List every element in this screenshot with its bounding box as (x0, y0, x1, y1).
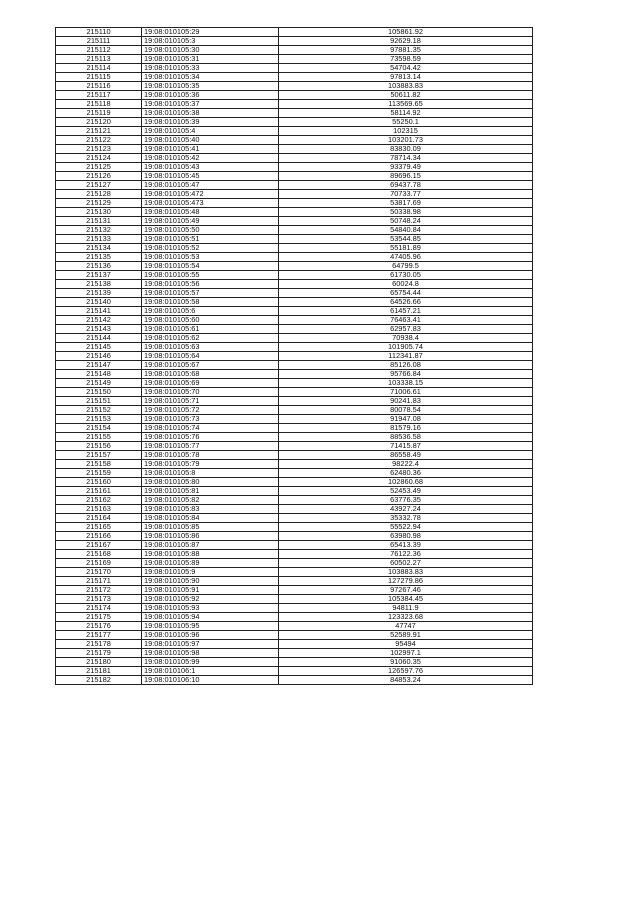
row-id-cell: 215156 (56, 442, 142, 451)
amount-cell: 85126.08 (279, 361, 533, 370)
cadastral-number-cell: 19:08:010105:31 (142, 55, 279, 64)
cadastral-number-cell: 19:08:010105:42 (142, 154, 279, 163)
cadastral-number-cell: 19:08:010105:85 (142, 523, 279, 532)
cadastral-number-cell: 19:08:010105:52 (142, 244, 279, 253)
table-row (56, 676, 533, 685)
cadastral-number-cell: 19:08:010105:33 (142, 64, 279, 73)
cadastral-number-cell: 19:08:010105:96 (142, 631, 279, 640)
row-id-cell: 215119 (56, 109, 142, 118)
table-row (56, 559, 533, 568)
table-row (56, 595, 533, 604)
cadastral-number-cell: 19:08:010105:73 (142, 415, 279, 424)
cadastral-number-cell: 19:08:010105:50 (142, 226, 279, 235)
cadastral-number-cell: 19:08:010105:70 (142, 388, 279, 397)
amount-cell: 53817.69 (279, 199, 533, 208)
amount-cell: 103201.73 (279, 136, 533, 145)
cadastral-number-cell: 19:08:010106:1 (142, 667, 279, 676)
row-id-cell: 215149 (56, 379, 142, 388)
row-id-cell: 215140 (56, 298, 142, 307)
cadastral-number-cell: 19:08:010105:45 (142, 172, 279, 181)
cadastral-number-cell: 19:08:010105:95 (142, 622, 279, 631)
row-id-cell: 215175 (56, 613, 142, 622)
amount-cell: 71415.87 (279, 442, 533, 451)
cadastral-number-cell: 19:08:010105:86 (142, 532, 279, 541)
row-id-cell: 215127 (56, 181, 142, 190)
amount-cell: 95766.84 (279, 370, 533, 379)
amount-cell: 102315 (279, 127, 533, 136)
amount-cell: 103883.83 (279, 568, 533, 577)
row-id-cell: 215155 (56, 433, 142, 442)
row-id-cell: 215164 (56, 514, 142, 523)
table-row (56, 307, 533, 316)
amount-cell: 55250.1 (279, 118, 533, 127)
table-row (56, 505, 533, 514)
row-id-cell: 215142 (56, 316, 142, 325)
amount-cell: 88536.58 (279, 433, 533, 442)
table-row (56, 334, 533, 343)
row-id-cell: 215113 (56, 55, 142, 64)
table-row (56, 163, 533, 172)
amount-cell: 61457.21 (279, 307, 533, 316)
table-row (56, 343, 533, 352)
table-row (56, 181, 533, 190)
table-row (56, 280, 533, 289)
row-id-cell: 215172 (56, 586, 142, 595)
amount-cell: 54704.42 (279, 64, 533, 73)
table-row (56, 460, 533, 469)
cadastral-number-cell: 19:08:010105:80 (142, 478, 279, 487)
row-id-cell: 215182 (56, 676, 142, 685)
amount-cell: 50338.98 (279, 208, 533, 217)
amount-cell: 97881.35 (279, 46, 533, 55)
amount-cell: 83830.09 (279, 145, 533, 154)
cadastral-number-cell: 19:08:010105:30 (142, 46, 279, 55)
table-row (56, 640, 533, 649)
cadastral-number-cell: 19:08:010105:98 (142, 649, 279, 658)
table-row (56, 145, 533, 154)
cadastral-number-cell: 19:08:010105:47 (142, 181, 279, 190)
table-row (56, 217, 533, 226)
table-row (56, 100, 533, 109)
amount-cell: 97267.46 (279, 586, 533, 595)
row-id-cell: 215124 (56, 154, 142, 163)
amount-cell: 52453.49 (279, 487, 533, 496)
table-row (56, 244, 533, 253)
amount-cell: 93379.49 (279, 163, 533, 172)
row-id-cell: 215162 (56, 496, 142, 505)
row-id-cell: 215120 (56, 118, 142, 127)
table-row (56, 118, 533, 127)
amount-cell: 62957.83 (279, 325, 533, 334)
cadastral-number-cell: 19:08:010105:99 (142, 658, 279, 667)
table-row (56, 370, 533, 379)
amount-cell: 65413.39 (279, 541, 533, 550)
cadastral-number-cell: 19:08:010105:8 (142, 469, 279, 478)
cadastral-number-cell: 19:08:010105:49 (142, 217, 279, 226)
cadastral-number-cell: 19:08:010105:34 (142, 73, 279, 82)
row-id-cell: 215148 (56, 370, 142, 379)
cadastral-number-cell: 19:08:010105:39 (142, 118, 279, 127)
row-id-cell: 215174 (56, 604, 142, 613)
cadastral-number-cell: 19:08:010105:54 (142, 262, 279, 271)
table-row (56, 316, 533, 325)
table-row (56, 91, 533, 100)
cadastral-number-cell: 19:08:010105:37 (142, 100, 279, 109)
cadastral-number-cell: 19:08:010105:38 (142, 109, 279, 118)
amount-cell: 35332.78 (279, 514, 533, 523)
table-row (56, 577, 533, 586)
cadastral-number-cell: 19:08:010105:71 (142, 397, 279, 406)
row-id-cell: 215114 (56, 64, 142, 73)
amount-cell: 50611.82 (279, 91, 533, 100)
cadastral-number-cell: 19:08:010105:56 (142, 280, 279, 289)
amount-cell: 73598.59 (279, 55, 533, 64)
amount-cell: 81579.16 (279, 424, 533, 433)
amount-cell: 54840.84 (279, 226, 533, 235)
table-row (56, 379, 533, 388)
row-id-cell: 215123 (56, 145, 142, 154)
cadastral-number-cell: 19:08:010105:6 (142, 307, 279, 316)
amount-cell: 89696.15 (279, 172, 533, 181)
table-row (56, 37, 533, 46)
amount-cell: 64526.66 (279, 298, 533, 307)
cadastral-number-cell: 19:08:010105:57 (142, 289, 279, 298)
amount-cell: 95494 (279, 640, 533, 649)
row-id-cell: 215137 (56, 271, 142, 280)
table-row (56, 190, 533, 199)
row-id-cell: 215145 (56, 343, 142, 352)
cadastral-number-cell: 19:08:010105:89 (142, 559, 279, 568)
row-id-cell: 215153 (56, 415, 142, 424)
amount-cell: 71006.61 (279, 388, 533, 397)
amount-cell: 78714.34 (279, 154, 533, 163)
amount-cell: 47747 (279, 622, 533, 631)
row-id-cell: 215176 (56, 622, 142, 631)
table-row (56, 226, 533, 235)
amount-cell: 55181.89 (279, 244, 533, 253)
table-row (56, 622, 533, 631)
amount-cell: 61730.05 (279, 271, 533, 280)
table-row (56, 262, 533, 271)
amount-cell: 127279.86 (279, 577, 533, 586)
cadastral-number-cell: 19:08:010105:4 (142, 127, 279, 136)
cadastral-number-cell: 19:08:010105:53 (142, 253, 279, 262)
table-row (56, 127, 533, 136)
table-row (56, 424, 533, 433)
cadastral-number-cell: 19:08:010105:51 (142, 235, 279, 244)
row-id-cell: 215134 (56, 244, 142, 253)
cadastral-number-cell: 19:08:010105:91 (142, 586, 279, 595)
table-row (56, 442, 533, 451)
amount-cell: 58114.92 (279, 109, 533, 118)
row-id-cell: 215168 (56, 550, 142, 559)
amount-cell: 105861.92 (279, 28, 533, 37)
row-id-cell: 215158 (56, 460, 142, 469)
cadastral-number-cell: 19:08:010105:9 (142, 568, 279, 577)
row-id-cell: 215157 (56, 451, 142, 460)
amount-cell: 113569.65 (279, 100, 533, 109)
amount-cell: 63776.35 (279, 496, 533, 505)
row-id-cell: 215122 (56, 136, 142, 145)
table-row (56, 658, 533, 667)
row-id-cell: 215166 (56, 532, 142, 541)
table-row (56, 451, 533, 460)
cadastral-number-cell: 19:08:010105:88 (142, 550, 279, 559)
table-row (56, 478, 533, 487)
cadastral-number-cell: 19:08:010106:10 (142, 676, 279, 685)
table-row (56, 541, 533, 550)
table-row (56, 406, 533, 415)
amount-cell: 123323.68 (279, 613, 533, 622)
row-id-cell: 215181 (56, 667, 142, 676)
row-id-cell: 215144 (56, 334, 142, 343)
table-row (56, 415, 533, 424)
table-row (56, 361, 533, 370)
table-row (56, 73, 533, 82)
amount-cell: 101905.74 (279, 343, 533, 352)
amount-cell: 90241.83 (279, 397, 533, 406)
amount-cell: 70938.4 (279, 334, 533, 343)
table-row (56, 532, 533, 541)
table-row (56, 154, 533, 163)
table-row (56, 388, 533, 397)
row-id-cell: 215112 (56, 46, 142, 55)
row-id-cell: 215115 (56, 73, 142, 82)
table-row (56, 496, 533, 505)
cadastral-number-cell: 19:08:010105:36 (142, 91, 279, 100)
row-id-cell: 215129 (56, 199, 142, 208)
table-row (56, 208, 533, 217)
table-row (56, 667, 533, 676)
row-id-cell: 215128 (56, 190, 142, 199)
table-row (56, 586, 533, 595)
table-row (56, 631, 533, 640)
cadastral-number-cell: 19:08:010105:29 (142, 28, 279, 37)
table-row (56, 172, 533, 181)
table-row (56, 82, 533, 91)
table-row (56, 199, 533, 208)
amount-cell: 63980.98 (279, 532, 533, 541)
cadastral-number-cell: 19:08:010105:35 (142, 82, 279, 91)
table-row (56, 46, 533, 55)
amount-cell: 53544.85 (279, 235, 533, 244)
amount-cell: 69437.78 (279, 181, 533, 190)
cadastral-number-cell: 19:08:010105:472 (142, 190, 279, 199)
row-id-cell: 215178 (56, 640, 142, 649)
amount-cell: 102997.1 (279, 649, 533, 658)
table-row (56, 604, 533, 613)
amount-cell: 76463.41 (279, 316, 533, 325)
row-id-cell: 215170 (56, 568, 142, 577)
table-row (56, 55, 533, 64)
amount-cell: 47405.96 (279, 253, 533, 262)
cadastral-number-cell: 19:08:010105:82 (142, 496, 279, 505)
amount-cell: 103883.83 (279, 82, 533, 91)
table-row (56, 235, 533, 244)
table-row (56, 298, 533, 307)
table-row (56, 28, 533, 37)
cadastral-number-cell: 19:08:010105:40 (142, 136, 279, 145)
amount-cell: 92629.18 (279, 37, 533, 46)
cadastral-number-cell: 19:08:010105:3 (142, 37, 279, 46)
row-id-cell: 215154 (56, 424, 142, 433)
amount-cell: 52589.91 (279, 631, 533, 640)
cadastral-number-cell: 19:08:010105:87 (142, 541, 279, 550)
cadastral-number-cell: 19:08:010105:69 (142, 379, 279, 388)
cadastral-number-cell: 19:08:010105:79 (142, 460, 279, 469)
amount-cell: 80078.54 (279, 406, 533, 415)
amount-cell: 60024.8 (279, 280, 533, 289)
row-id-cell: 215133 (56, 235, 142, 244)
cadastral-number-cell: 19:08:010105:97 (142, 640, 279, 649)
row-id-cell: 215130 (56, 208, 142, 217)
amount-cell: 103338.15 (279, 379, 533, 388)
amount-cell: 70733.77 (279, 190, 533, 199)
cadastral-number-cell: 19:08:010105:74 (142, 424, 279, 433)
row-id-cell: 215146 (56, 352, 142, 361)
cadastral-number-cell: 19:08:010105:93 (142, 604, 279, 613)
row-id-cell: 215180 (56, 658, 142, 667)
row-id-cell: 215161 (56, 487, 142, 496)
cadastral-number-cell: 19:08:010105:58 (142, 298, 279, 307)
row-id-cell: 215111 (56, 37, 142, 46)
cadastral-number-cell: 19:08:010105:48 (142, 208, 279, 217)
cadastral-number-cell: 19:08:010105:94 (142, 613, 279, 622)
amount-cell: 43927.24 (279, 505, 533, 514)
table-row (56, 487, 533, 496)
amount-cell: 86558.49 (279, 451, 533, 460)
amount-cell: 91947.08 (279, 415, 533, 424)
table-row (56, 433, 533, 442)
table-row (56, 352, 533, 361)
amount-cell: 105384.45 (279, 595, 533, 604)
cadastral-number-cell: 19:08:010105:61 (142, 325, 279, 334)
amount-cell: 84853.24 (279, 676, 533, 685)
cadastral-number-cell: 19:08:010105:68 (142, 370, 279, 379)
table-row (56, 109, 533, 118)
data-table (55, 27, 533, 685)
row-id-cell: 215179 (56, 649, 142, 658)
row-id-cell: 215167 (56, 541, 142, 550)
amount-cell: 50748.24 (279, 217, 533, 226)
row-id-cell: 215131 (56, 217, 142, 226)
row-id-cell: 215125 (56, 163, 142, 172)
cadastral-number-cell: 19:08:010105:43 (142, 163, 279, 172)
cadastral-number-cell: 19:08:010105:63 (142, 343, 279, 352)
cadastral-number-cell: 19:08:010105:64 (142, 352, 279, 361)
row-id-cell: 215150 (56, 388, 142, 397)
table-row (56, 649, 533, 658)
amount-cell: 60502.27 (279, 559, 533, 568)
amount-cell: 55522.94 (279, 523, 533, 532)
cadastral-number-cell: 19:08:010105:72 (142, 406, 279, 415)
table-row (56, 469, 533, 478)
amount-cell: 91060.35 (279, 658, 533, 667)
amount-cell: 65754.44 (279, 289, 533, 298)
amount-cell: 112341.87 (279, 352, 533, 361)
cadastral-number-cell: 19:08:010105:62 (142, 334, 279, 343)
row-id-cell: 215160 (56, 478, 142, 487)
amount-cell: 98222.4 (279, 460, 533, 469)
table-row (56, 136, 533, 145)
amount-cell: 62480.36 (279, 469, 533, 478)
cadastral-number-cell: 19:08:010105:90 (142, 577, 279, 586)
row-id-cell: 215139 (56, 289, 142, 298)
row-id-cell: 215141 (56, 307, 142, 316)
row-id-cell: 215110 (56, 28, 142, 37)
row-id-cell: 215177 (56, 631, 142, 640)
row-id-cell: 215121 (56, 127, 142, 136)
cadastral-number-cell: 19:08:010105:67 (142, 361, 279, 370)
table-row (56, 271, 533, 280)
table-row (56, 514, 533, 523)
row-id-cell: 215152 (56, 406, 142, 415)
table-row (56, 613, 533, 622)
cadastral-number-cell: 19:08:010105:83 (142, 505, 279, 514)
row-id-cell: 215132 (56, 226, 142, 235)
cadastral-number-cell: 19:08:010105:92 (142, 595, 279, 604)
table-row (56, 253, 533, 262)
row-id-cell: 215165 (56, 523, 142, 532)
table-row (56, 64, 533, 73)
amount-cell: 64799.5 (279, 262, 533, 271)
row-id-cell: 215135 (56, 253, 142, 262)
cadastral-number-cell: 19:08:010105:76 (142, 433, 279, 442)
row-id-cell: 215116 (56, 82, 142, 91)
cadastral-number-cell: 19:08:010105:84 (142, 514, 279, 523)
cadastral-number-cell: 19:08:010105:473 (142, 199, 279, 208)
cadastral-number-cell: 19:08:010105:81 (142, 487, 279, 496)
row-id-cell: 215138 (56, 280, 142, 289)
row-id-cell: 215169 (56, 559, 142, 568)
amount-cell: 97813.14 (279, 73, 533, 82)
row-id-cell: 215118 (56, 100, 142, 109)
cadastral-number-cell: 19:08:010105:60 (142, 316, 279, 325)
cadastral-number-cell: 19:08:010105:78 (142, 451, 279, 460)
cadastral-number-cell: 19:08:010105:41 (142, 145, 279, 154)
table-body (56, 28, 533, 685)
table-row (56, 568, 533, 577)
table-row (56, 550, 533, 559)
row-id-cell: 215173 (56, 595, 142, 604)
row-id-cell: 215126 (56, 172, 142, 181)
table-row (56, 325, 533, 334)
amount-cell: 126597.76 (279, 667, 533, 676)
row-id-cell: 215163 (56, 505, 142, 514)
table-row (56, 397, 533, 406)
cadastral-number-cell: 19:08:010105:77 (142, 442, 279, 451)
cadastral-number-cell: 19:08:010105:55 (142, 271, 279, 280)
row-id-cell: 215117 (56, 91, 142, 100)
row-id-cell: 215147 (56, 361, 142, 370)
row-id-cell: 215151 (56, 397, 142, 406)
row-id-cell: 215171 (56, 577, 142, 586)
row-id-cell: 215136 (56, 262, 142, 271)
row-id-cell: 215159 (56, 469, 142, 478)
table-row (56, 289, 533, 298)
row-id-cell: 215143 (56, 325, 142, 334)
amount-cell: 102860.68 (279, 478, 533, 487)
table-row (56, 523, 533, 532)
amount-cell: 76122.36 (279, 550, 533, 559)
amount-cell: 94811.9 (279, 604, 533, 613)
